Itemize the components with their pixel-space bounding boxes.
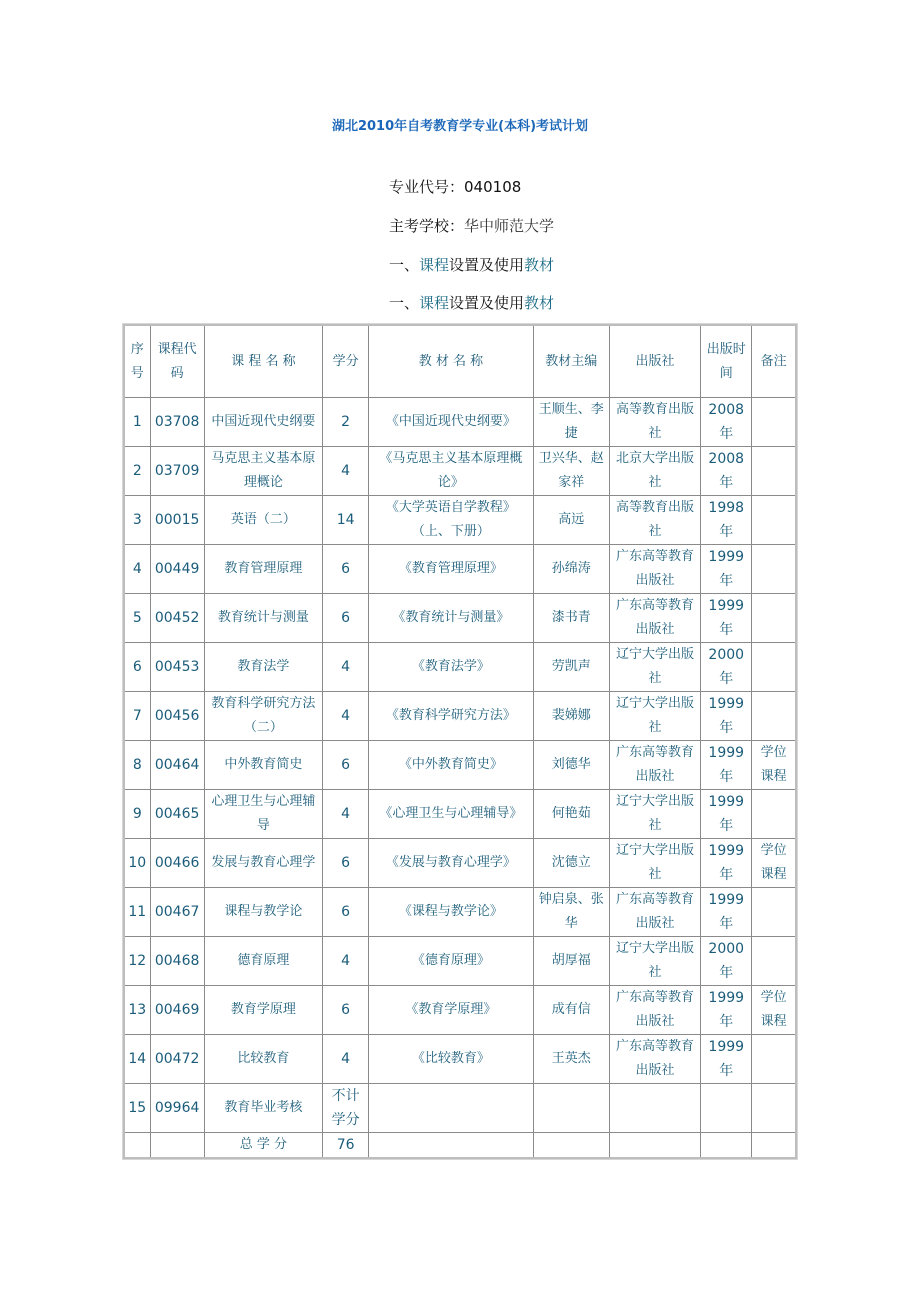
cell-publisher: 广东高等教育出版社	[609, 545, 700, 594]
header-editor: 教材主编	[533, 325, 609, 398]
cell-editor: 沈德立	[533, 839, 609, 888]
cell-credit: 4	[323, 692, 369, 741]
heading-link-textbooks[interactable]: 教材	[524, 256, 555, 274]
cell-note	[752, 594, 796, 643]
cell-course: 中国近现代史纲要	[204, 398, 322, 447]
cell-course: 马克思主义基本原理概论	[204, 447, 322, 496]
cell-no: 6	[124, 643, 150, 692]
major-code-value: 040108	[464, 178, 522, 196]
cell-note	[752, 937, 796, 986]
heading-link-courses[interactable]: 课程	[419, 256, 450, 274]
table-row	[124, 1084, 796, 1133]
cell-editor: 漆书青	[533, 594, 609, 643]
table-header-row	[124, 325, 796, 398]
empty-cell	[124, 1133, 150, 1159]
cell-note	[752, 398, 796, 447]
cell-year: 1999年	[701, 741, 752, 790]
cell-no: 9	[124, 790, 150, 839]
cell-code: 00467	[150, 888, 204, 937]
cell-no: 13	[124, 986, 150, 1035]
cell-publisher: 辽宁大学出版社	[609, 643, 700, 692]
cell-year: 1999年	[701, 545, 752, 594]
document-title: 湖北2010年自考教育学专业(本科)考试计划	[331, 119, 589, 134]
cell-credit: 4	[323, 1035, 369, 1084]
cell-editor: 钟启泉、张华	[533, 888, 609, 937]
school-line	[389, 215, 554, 236]
cell-publisher: 广东高等教育出版社	[609, 986, 700, 1035]
cell-credit: 6	[323, 594, 369, 643]
cell-no: 14	[124, 1035, 150, 1084]
cell-code: 00465	[150, 790, 204, 839]
cell-course: 发展与教育心理学	[204, 839, 322, 888]
cell-year: 2008年	[701, 398, 752, 447]
section-heading	[389, 254, 554, 275]
school-value: 华中师范大学	[464, 217, 555, 235]
cell-course: 课程与教学论	[204, 888, 322, 937]
cell-editor: 成有信	[533, 986, 609, 1035]
cell-course: 心理卫生与心理辅导	[204, 790, 322, 839]
empty-cell	[150, 1133, 204, 1159]
cell-publisher: 广东高等教育出版社	[609, 594, 700, 643]
heading-text: 设置及使用	[449, 256, 525, 274]
cell-no: 7	[124, 692, 150, 741]
major-code-line	[389, 176, 521, 197]
cell-textbook: 《教育科学研究方法》	[369, 692, 533, 741]
cell-no: 11	[124, 888, 150, 937]
table-row	[124, 545, 796, 594]
cell-code: 00456	[150, 692, 204, 741]
cell-textbook: 《教育学原理》	[369, 986, 533, 1035]
cell-editor: 孙绵涛	[533, 545, 609, 594]
cell-textbook: 《教育法学》	[369, 643, 533, 692]
cell-year: 1999年	[701, 1035, 752, 1084]
cell-credit: 4	[323, 447, 369, 496]
cell-textbook: 《比较教育》	[369, 1035, 533, 1084]
cell-code: 00452	[150, 594, 204, 643]
course-plan-table	[123, 324, 797, 1159]
school-label: 主考学校：	[389, 217, 465, 235]
cell-credit: 4	[323, 643, 369, 692]
cell-no: 4	[124, 545, 150, 594]
cell-course: 德育原理	[204, 937, 322, 986]
cell-publisher: 广东高等教育出版社	[609, 888, 700, 937]
table-row	[124, 986, 796, 1035]
header-textbook: 教 材 名 称	[369, 325, 533, 398]
cell-textbook	[369, 1084, 533, 1133]
cell-publisher: 高等教育出版社	[609, 398, 700, 447]
cell-credit: 14	[323, 496, 369, 545]
cell-textbook: 《大学英语自学教程》（上、下册）	[369, 496, 533, 545]
header-publisher: 出版社	[609, 325, 700, 398]
table-row	[124, 888, 796, 937]
cell-course: 教育法学	[204, 643, 322, 692]
header-no: 序号	[124, 325, 150, 398]
cell-editor: 何艳茹	[533, 790, 609, 839]
cell-textbook: 《课程与教学论》	[369, 888, 533, 937]
table-row	[124, 741, 796, 790]
cell-credit: 2	[323, 398, 369, 447]
cell-code: 00472	[150, 1035, 204, 1084]
cell-textbook: 《马克思主义基本原理概论》	[369, 447, 533, 496]
section-heading-duplicate	[389, 292, 554, 313]
cell-editor: 高远	[533, 496, 609, 545]
cell-editor: 刘德华	[533, 741, 609, 790]
cell-textbook: 《教育统计与测量》	[369, 594, 533, 643]
cell-credit: 4	[323, 790, 369, 839]
table-row	[124, 1035, 796, 1084]
cell-course: 教育统计与测量	[204, 594, 322, 643]
cell-note	[752, 1084, 796, 1133]
cell-course: 教育学原理	[204, 986, 322, 1035]
cell-no: 5	[124, 594, 150, 643]
cell-editor: 劳凯声	[533, 643, 609, 692]
cell-publisher: 高等教育出版社	[609, 496, 700, 545]
cell-publisher: 广东高等教育出版社	[609, 741, 700, 790]
cell-note	[752, 692, 796, 741]
cell-year: 1999年	[701, 594, 752, 643]
empty-cell	[533, 1133, 609, 1159]
cell-year: 1999年	[701, 692, 752, 741]
total-value: 76	[323, 1133, 369, 1159]
cell-code: 00015	[150, 496, 204, 545]
cell-credit: 不计学分	[323, 1084, 369, 1133]
cell-editor: 裴娣娜	[533, 692, 609, 741]
table-row	[124, 447, 796, 496]
header-credit: 学分	[323, 325, 369, 398]
cell-course: 比较教育	[204, 1035, 322, 1084]
cell-year: 1999年	[701, 839, 752, 888]
cell-editor: 王顺生、李捷	[533, 398, 609, 447]
cell-code: 03709	[150, 447, 204, 496]
cell-note	[752, 496, 796, 545]
cell-note: 学位课程	[752, 986, 796, 1035]
total-row	[124, 1133, 796, 1159]
cell-credit: 4	[323, 937, 369, 986]
major-code-label: 专业代号：	[389, 178, 465, 196]
cell-textbook: 《教育管理原理》	[369, 545, 533, 594]
cell-publisher: 辽宁大学出版社	[609, 790, 700, 839]
cell-publisher: 广东高等教育出版社	[609, 1035, 700, 1084]
cell-course: 教育科学研究方法（二）	[204, 692, 322, 741]
table-row	[124, 643, 796, 692]
cell-note	[752, 888, 796, 937]
cell-year	[701, 1084, 752, 1133]
cell-code: 00468	[150, 937, 204, 986]
table-row	[124, 398, 796, 447]
cell-publisher	[609, 1084, 700, 1133]
cell-editor: 王英杰	[533, 1035, 609, 1084]
table-row	[124, 496, 796, 545]
cell-year: 1999年	[701, 986, 752, 1035]
cell-credit: 6	[323, 839, 369, 888]
heading-prefix: 一、	[389, 256, 420, 274]
cell-publisher: 辽宁大学出版社	[609, 692, 700, 741]
cell-course: 中外教育简史	[204, 741, 322, 790]
cell-note	[752, 1035, 796, 1084]
heading-link-textbooks[interactable]: 教材	[524, 294, 555, 312]
cell-course: 教育管理原理	[204, 545, 322, 594]
heading-text: 设置及使用	[449, 294, 525, 312]
cell-no: 8	[124, 741, 150, 790]
table-row	[124, 790, 796, 839]
cell-textbook: 《德育原理》	[369, 937, 533, 986]
cell-no: 2	[124, 447, 150, 496]
cell-editor: 胡厚福	[533, 937, 609, 986]
cell-publisher: 北京大学出版社	[609, 447, 700, 496]
cell-note: 学位课程	[752, 741, 796, 790]
heading-link-courses[interactable]: 课程	[419, 294, 450, 312]
heading-prefix: 一、	[389, 294, 420, 312]
empty-cell	[609, 1133, 700, 1159]
table-row	[124, 839, 796, 888]
cell-publisher: 辽宁大学出版社	[609, 839, 700, 888]
cell-code: 00464	[150, 741, 204, 790]
cell-code: 00469	[150, 986, 204, 1035]
header-year: 出版时间	[701, 325, 752, 398]
cell-course: 教育毕业考核	[204, 1084, 322, 1133]
cell-credit: 6	[323, 986, 369, 1035]
cell-editor	[533, 1084, 609, 1133]
cell-textbook: 《中国近现代史纲要》	[369, 398, 533, 447]
empty-cell	[701, 1133, 752, 1159]
cell-year: 2000年	[701, 643, 752, 692]
total-label: 总 学 分	[204, 1133, 322, 1159]
cell-credit: 6	[323, 888, 369, 937]
cell-code: 00449	[150, 545, 204, 594]
cell-publisher: 辽宁大学出版社	[609, 937, 700, 986]
cell-year: 2000年	[701, 937, 752, 986]
table-row	[124, 692, 796, 741]
cell-textbook: 《中外教育简史》	[369, 741, 533, 790]
table-row	[124, 937, 796, 986]
cell-no: 10	[124, 839, 150, 888]
cell-no: 12	[124, 937, 150, 986]
cell-code: 03708	[150, 398, 204, 447]
empty-cell	[752, 1133, 796, 1159]
cell-no: 3	[124, 496, 150, 545]
cell-year: 1999年	[701, 790, 752, 839]
cell-year: 1999年	[701, 888, 752, 937]
cell-note	[752, 790, 796, 839]
cell-course: 英语（二）	[204, 496, 322, 545]
cell-note: 学位课程	[752, 839, 796, 888]
cell-no: 15	[124, 1084, 150, 1133]
cell-code: 09964	[150, 1084, 204, 1133]
cell-credit: 6	[323, 741, 369, 790]
cell-note	[752, 545, 796, 594]
cell-textbook: 《心理卫生与心理辅导》	[369, 790, 533, 839]
cell-year: 1998年	[701, 496, 752, 545]
cell-note	[752, 643, 796, 692]
empty-cell	[369, 1133, 533, 1159]
cell-year: 2008年	[701, 447, 752, 496]
header-course: 课 程 名 称	[204, 325, 322, 398]
table-row	[124, 594, 796, 643]
cell-textbook: 《发展与教育心理学》	[369, 839, 533, 888]
cell-no: 1	[124, 398, 150, 447]
cell-code: 00453	[150, 643, 204, 692]
cell-editor: 卫兴华、赵家祥	[533, 447, 609, 496]
cell-code: 00466	[150, 839, 204, 888]
cell-credit: 6	[323, 545, 369, 594]
header-note: 备注	[752, 325, 796, 398]
header-code: 课程代码	[150, 325, 204, 398]
cell-note	[752, 447, 796, 496]
